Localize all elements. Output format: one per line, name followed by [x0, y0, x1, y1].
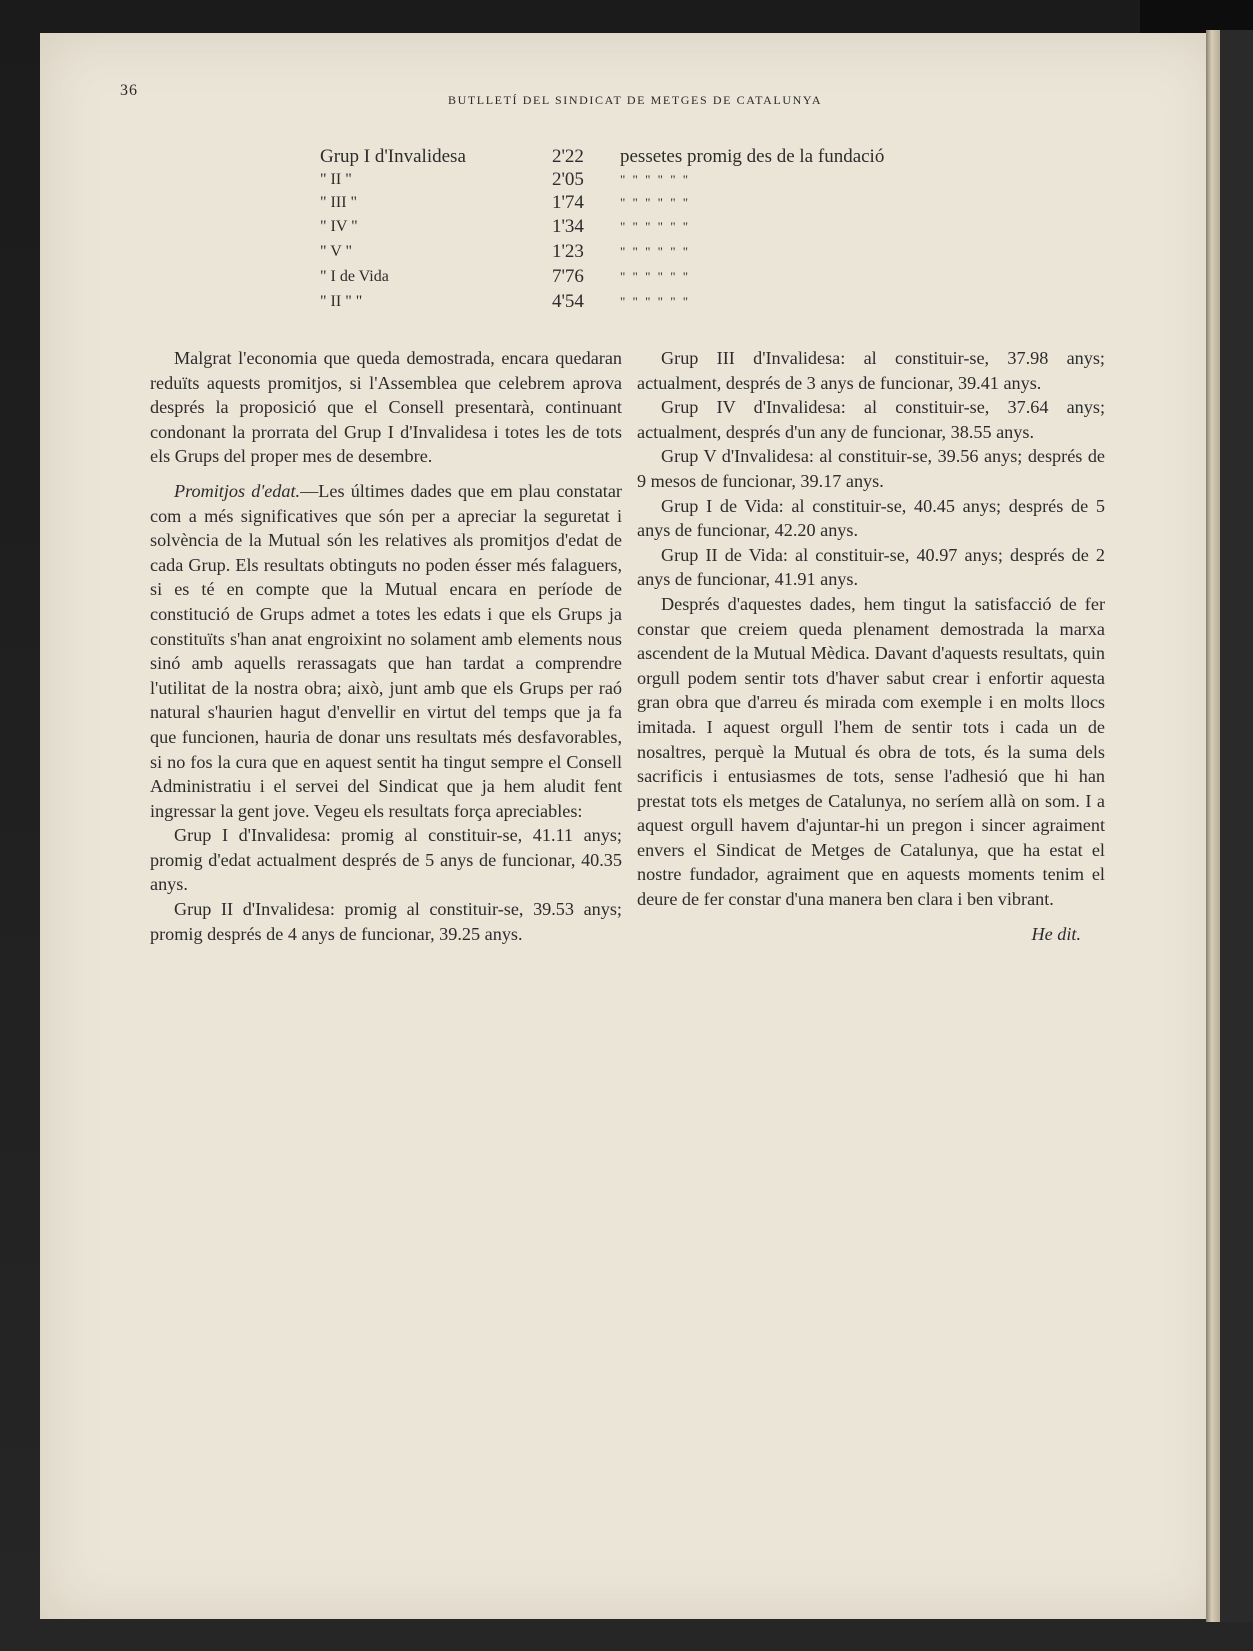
paragraph: Grup IV d'Invalidesa: al constituir-se, 37.64 anys; actualment, després d'un any de funcionar, 38.55 anys.: [637, 397, 1105, 442]
table-row-value: 1'23: [552, 241, 584, 262]
section-heading-italic: Promitjos d'edat.: [174, 480, 301, 501]
table-row-ditto: " " " " " ": [620, 219, 691, 234]
table-row-value: 1'34: [552, 216, 584, 237]
paragraph: Grup I d'Invalidesa: promig al constituir-se, 41.11 anys; promig d'edat actualment després de 5 anys de funcionar, 40.35 anys.: [150, 825, 622, 895]
page-number: 36: [120, 82, 138, 99]
table-row-ditto: " " " " " ": [620, 244, 691, 259]
table-row-label: " I de Vida: [320, 268, 389, 285]
paragraph: Després d'aquestes dades, hem tingut la satisfacció de fer constar que creiem queda plenament demostrada la marxa ascendent de la Mutual Mèdica. Davant d'aquests resultats, quin orgull podem sentir tots d'haver sabut crear i enfortir aquesta gran obra que d'arreu és mirada com exemple i en molts llocs imitada. I aquest orgull l'hem de sentir tots i cada un de nosaltres, perquè la Mutual és obra de tots, és la suma dels sacrificis i entusiasmes de tots, sense l'adhesió que hi han prestat tots els metges de Catalunya, no seríem allà on som. I a aquest orgull havem d'ajuntar-hi un pregon i sincer agraiment envers el Sindicat de Metges de Catalunya, que ha estat el nostre fundador, agraiment que en aquests moments tenim el deure de fer constar d'una manera ben clara i ben vibrant.: [637, 593, 1105, 910]
table-row-value: 2'05: [552, 169, 584, 190]
left-text-column: [150, 346, 622, 946]
table-row-ditto: " " " " " ": [620, 172, 691, 187]
paragraph: Grup I de Vida: al constituir-se, 40.45 anys; després de 5 anys de funcionar, 42.20 anys.: [637, 495, 1105, 541]
paragraph: Grup III d'Invalidesa: al constituir-se, 37.98 anys; actualment, després de 3 anys de funcionar, 39.41 anys.: [637, 348, 1105, 393]
book-spine-edge: [1206, 30, 1220, 1622]
signature: He dit.: [1031, 923, 1081, 944]
paragraph: Grup V d'Invalidesa: al constituir-se, 39.56 anys; després de 9 mesos de funcionar, 39.17 anys.: [637, 446, 1105, 491]
paragraph: Malgrat l'economia que queda demostrada, encara quedaran reduïts aquests promitjos, si l'Assemblea que celebrem aprova després la proposició que el Consell presentarà, continuant condonant la prorrata del Grup I d'Invalidesa i totes les de tots els Grups del proper mes de desembre.: [150, 348, 622, 467]
table-row-ditto: " " " " " ": [620, 269, 691, 284]
table-row-value: 2'22: [552, 146, 584, 167]
table-row-value: 1'74: [552, 192, 584, 213]
paragraph: Grup II de Vida: al constituir-se, 40.97 anys; després de 2 anys de funcionar, 41.91 anys.: [637, 544, 1105, 590]
table-row-ditto: " " " " " ": [620, 195, 691, 210]
paragraph: [150, 479, 622, 823]
paragraph-body: —Les últimes dades que em plau constatar com a més significatives que són per a apreciar la seguretat i solvència de la Mutual són les relatives als promitjos d'edat de cada Grup. Els resultats obtinguts no poden ésser més falaguers, si es té en compte que la Mutual encara en període de constitució de Grups admet a totes les edats i que els Grups ja constituïts s'han anat engroixint no solament amb elements nous sinó amb aquells rerassagats que han tardat a comprendre l'utilitat de la nostra obra; això, junt amb que els Grups per raó natural s'haurien hagut d'envellir en virtut del temps que ja fa que funcionen, hauria de donar uns resultats més desfavorables, si no fos la cura que en aquest sentit ha tingut sempre el Consell Administratiu i el servei del Sindicat que ja hem aludit fent ingressar la gent jove. Vegeu els resultats força apreciables:: [150, 480, 622, 821]
table-row-label: " IV ": [320, 218, 358, 235]
table-row-label: " II " ": [320, 293, 363, 310]
table-row-value: 4'54: [552, 291, 584, 312]
paragraph: Grup II d'Invalidesa: promig al constituir-se, 39.53 anys; promig després de 4 anys de funcionar, 39.25 anys.: [150, 899, 622, 944]
table-row-ditto: " " " " " ": [620, 294, 691, 309]
table-row-label: " V ": [320, 243, 353, 260]
scan-right-border: [1220, 30, 1253, 1622]
table-row-label: " II ": [320, 171, 352, 188]
table-row-value: 7'76: [552, 266, 584, 287]
table-row-label: " III ": [320, 194, 358, 211]
running-head: BUTLLETÍ DEL SINDICAT DE METGES DE CATALUNYA: [448, 93, 823, 107]
right-text-column: [637, 346, 1105, 946]
table-row-label: Grup I d'Invalidesa: [320, 146, 466, 167]
table-row-desc: pessetes promig des de la fundació: [620, 146, 885, 167]
